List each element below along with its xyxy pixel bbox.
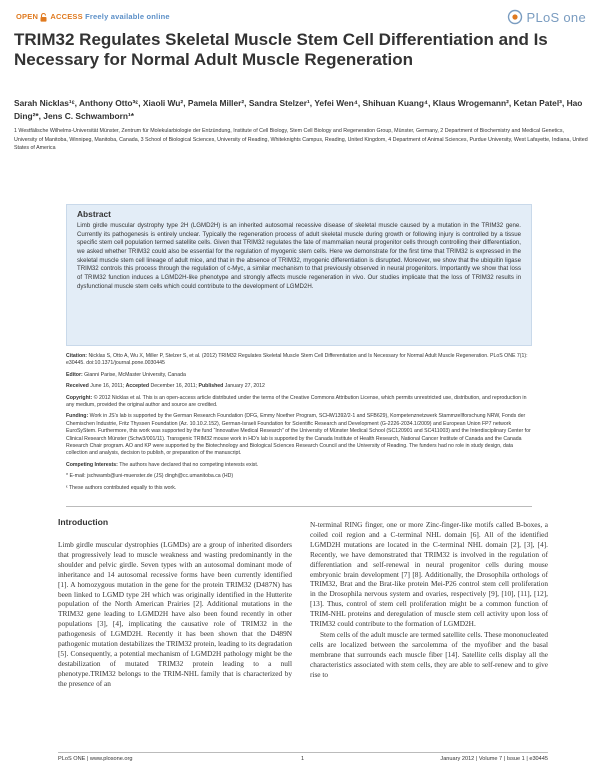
abstract-heading: Abstract	[77, 209, 111, 219]
dates: Received June 16, 2011; Accepted December 16, 2011; Published January 27, 2012	[66, 383, 265, 390]
article-title: TRIM32 Regulates Skeletal Muscle Stem Cell Differentiation and Is Necessary for Normal Adult Muscle Regeneration	[14, 30, 548, 69]
competing-interests: Competing Interests: The authors have declared that no competing interests exist.	[66, 461, 259, 468]
intro-paragraph-2: Stem cells of the adult muscle are termed satellite cells. These mononucleated cells are localized between the sarcolemma of the myofiber and the basal membrane that surrounds each muscle fiber [14]. Satellite cells display all the characteristics associated with stem cells, they are able to self-renew and to give rise to	[310, 629, 548, 679]
freely-available-label: Freely available online	[85, 12, 170, 21]
journal-header	[14, 8, 586, 28]
footer-journal: PLoS ONE | www.plosone.org	[58, 756, 133, 762]
plos-logo-icon	[507, 9, 523, 25]
email: * E-mail: jschwamb@uni-muenster.de (JS) dingh@cc.umanitoba.ca (HD)	[66, 473, 234, 480]
divider	[66, 506, 532, 507]
author-list: Sarah Nicklas¹ᵋ, Anthony Otto³ᵋ, Xiaoli Wu², Pamela Miller², Sandra Stelzer¹, Yefei Wen⁴, Shihuan Kuang⁴, Klaus Wrogemann², Ketan Patel³, Hao Ding²*, Jens C. Schwamborn¹*	[14, 98, 583, 121]
intro-column-left: Limb girdle muscular dystrophies (LGMDs) are a group of inherited disorders that progressively lead to muscle weakness and wasting predominantly in the shoulder and pelvic girdle. Seven types with an autosomal dominant mode of inheritance and 14 autosomal recessive forms have been currently identified [1]. A homozygous mutation in the gene for the protein TRIM32 (D487N) has been linked to LGMD type 2H which was originally identified in the Hutterite population of the North American Prairies [2]. Additional mutations in the TRIM32 gene leading to LGMD2H have also been found recently in other populations [3], [4], implicating the causative role of TRIM32 in the pathogenesis of LGMD2H. Recently it has been shown that the D489N pathogenic mutation destabilizes the TRIM32 protein, leading to its degradation [5]. Consequently, a potential mechanism of LGMD2H pathology might be the destabilization of mutated TRIM32 protein leading to a null phenotype.TRIM32 belongs to the TRIM-NHL family that is characterized by the presence of an	[58, 540, 292, 688]
copyright: Copyright: © 2012 Nicklas et al. This is an open-access article distributed under the terms of the Creative Commons Attribution License, which permits unrestricted use, distribution, and reproduction in any medium, provided the original author and source are credited.	[66, 394, 527, 409]
abstract-text: Limb girdle muscular dystrophy type 2H (LGMD2H) is an inherited autosomal recessive disease of skeletal muscle caused by a mutation in the TRIM32 gene. Currently its pathogenesis is entirely unclear. Typically the regeneration process of adult skeletal muscle during growth or following injury is controlled by a tissue specific stem cell population termed satellite cells. Given that TRIM32 regulates the fate of mammalian neural progenitor cells through controlling their differentiation, we asked whether TRIM32 could also be essential for the regulation of myogenic stem cells. Here we demonstrate for the first time that TRIM32 is expressed in the skeletal muscle stem cell lineage of adult mice, and that in the absence of TRIM32, myogenic differentiation is disrupted. Moreover, we show that the ubiquitin ligase TRIM32 controls this process through the regulation of c-Myc, a similar mechanism to that previously observed in neural progenitors. Importantly we show that loss of TRIM32 function induces a LGMD2H-like phenotype and strongly affects muscle regeneration in vivo. Our studies implicate that the loss of TRIM32 results in dysfunctional muscle stem cells which could contribute to the development of LGMD2H.	[77, 222, 521, 290]
intro-paragraph-1: N-terminal RING finger, one or more Zinc-finger-like motifs called B-boxes, a coiled coil region and a C-terminal NHL domain [6]. All of the identified LGMD2H mutations are located in the C-terminal NHL domain [2], [3], [4]. Recently, we have demonstrated that TRIM32 is involved in the regulation of differentiation and self-renewal in neural progenitor cells during mouse embryonic brain development [7] [8]. Additionally, the Drosophila orthologs of TRIM32, Brat and the Brat-like protein Mei-P26 control stem cell proliferation in the Drosophila nervous system and ovaries, respectively [9], [10], [11], [12], [13]. Thus, control of stem cell proliferation might be a common function of TRIM-NHL proteins and deregulation of muscle stem cell activity upon loss of TRIM32 could contribute to the formation of LGMD2H.	[310, 520, 548, 629]
intro-column-right	[310, 520, 548, 680]
editor: Editor: Gianni Parise, McMaster University, Canada	[66, 371, 186, 378]
footer-divider	[58, 752, 548, 753]
equal-contribution: ᵋ These authors contributed equally to this work.	[66, 484, 177, 491]
citation: Citation: Nicklas S, Otto A, Wu X, Miller P, Stelzer S, et al. (2012) TRIM32 Regulates Skeletal Muscle Stem Cell Differentiation and Is Necessary for Normal Adult Muscle Regeneration. PLoS ONE 7(1): e30445. doi:10.1371/journal.pone.0030445	[66, 353, 528, 367]
journal-logo	[507, 7, 586, 27]
access-label: ACCESS	[50, 12, 83, 21]
abstract-box	[66, 204, 532, 346]
page-number: 1	[301, 756, 305, 762]
funding: Funding: Work in JS's lab is supported by the German Research Foundation (DFG, Emmy Noether Program, SCHW1392/2-1 and SFB629), Kompetenznetzwerk Stammzellforschung NRW, Fonds der Chemischen Industrie, Fritz Thyssen Foundation (Az. 10.10.2.152), German-Israeli Foundation for Scientific Research and Development (G-2226-2034.1/2009) and European Union FP7 network EuroSyStem. Furthermore, this work was supported by the fund “Innovative Medical Research” of the University of Münster Medical School (SC120901 and SC411003) and the Interdisciplinary Center for Clinical Research Münster (Schw3/001/11). Transgenic TRIM32 mouse work in HD's lab is supported by the Canada Institute of Health Research, National Cancer Institute of Canada and the Canada Research Chair program. AO and KP were supported by the Biotechnology and Biological Sciences Research Council and the University of Reading. The funders had no role in study design, data collection and analysis, decision to publish, or preparation of the manuscript.	[66, 413, 531, 457]
open-access-banner	[16, 12, 170, 22]
introduction-heading: Introduction	[58, 517, 109, 527]
footer-issue: January 2012 | Volume 7 | Issue 1 | e30445	[440, 756, 548, 762]
journal-logo-text: PLoS one	[526, 9, 586, 25]
article-metadata	[66, 353, 532, 496]
open-label: OPEN	[16, 12, 39, 21]
open-access-lock-icon	[40, 13, 47, 22]
affiliations: 1 Westfälische Wilhelms-Universität Münster, Zentrum für Molekularbiologie der Entzündung, Institute of Cell Biology, Stem Cell Biology and Regeneration Group, Münster, Germany, 2 Department of Biochemistry and Medical Genetics, University of Manitoba, Winnipeg, Manitoba, Canada, 3 School of Biological Sciences, University of Reading, Whiteknights Campus, Reading, United Kingdom, 4 Department of Animal Sciences, Purdue University, West Lafayette, Indiana, United States of America	[14, 128, 588, 152]
